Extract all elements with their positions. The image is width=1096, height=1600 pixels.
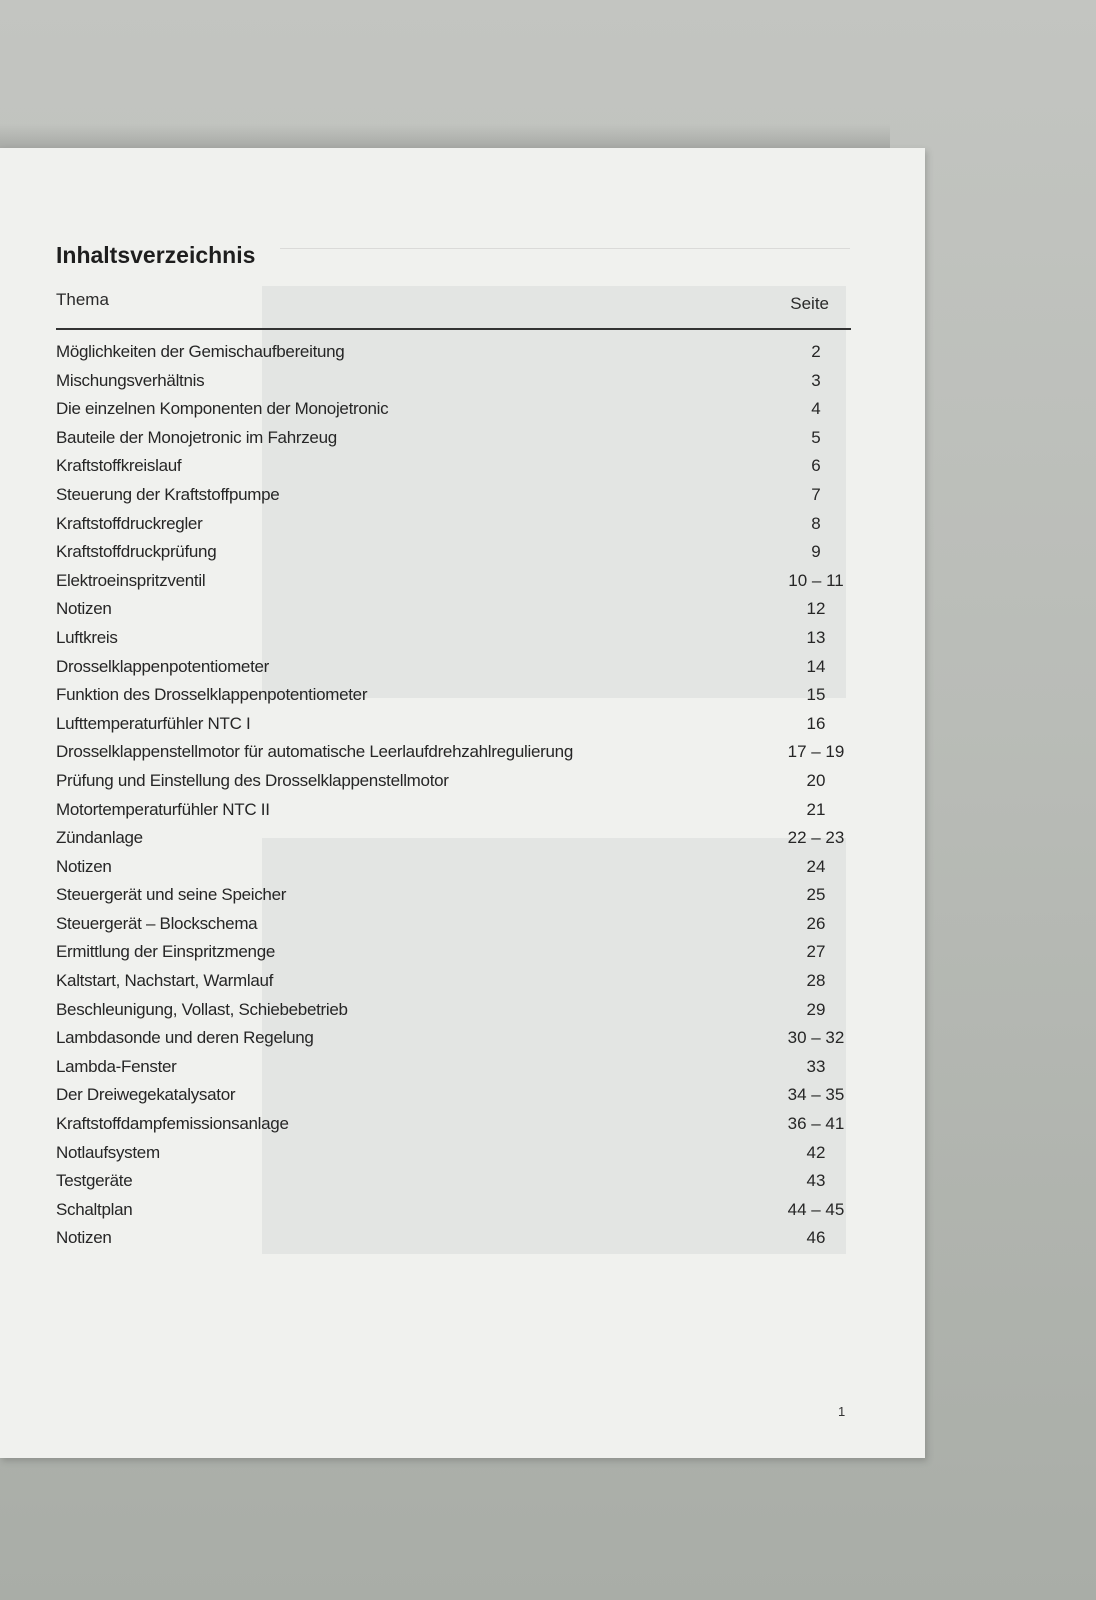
toc-entry-page: 9	[811, 542, 821, 562]
toc-entry-topic: Drosselklappenpotentiometer	[56, 656, 270, 676]
toc-list	[56, 338, 851, 1253]
toc-entry	[56, 910, 851, 939]
toc-entry-page: 13	[806, 627, 826, 647]
toc-entry-page: 44 – 45	[787, 1199, 845, 1219]
toc-entry	[56, 710, 851, 739]
toc-entry-topic: Lambdasonde und deren Regelung	[56, 1028, 314, 1048]
toc-entry-topic: Lambda-Fenster	[56, 1056, 177, 1076]
document-page	[0, 148, 925, 1458]
toc-entry-topic: Motortemperaturfühler NTC II	[56, 799, 270, 819]
toc-entry	[56, 681, 851, 710]
toc-entry-topic: Bauteile der Monojetronic im Fahrzeug	[56, 427, 337, 447]
toc-entry	[56, 1110, 851, 1139]
toc-entry-topic: Kraftstoffdruckprüfung	[56, 542, 217, 562]
toc-entry	[56, 1024, 851, 1053]
toc-entry-topic: Schaltplan	[56, 1199, 133, 1219]
toc-entry	[56, 996, 851, 1025]
toc-entry-page: 20	[806, 770, 826, 790]
toc-entry-topic: Notizen	[56, 599, 112, 619]
toc-entry-topic: Prüfung und Einstellung des Drosselklappenstellmotor	[56, 770, 449, 790]
toc-entry	[56, 738, 851, 767]
header-divider	[56, 328, 851, 330]
toc-entry-topic: Elektroeinspritzventil	[56, 570, 206, 590]
toc-entry	[56, 624, 851, 653]
toc-entry-page: 5	[811, 427, 821, 447]
toc-entry	[56, 824, 851, 853]
toc-entry-topic: Kaltstart, Nachstart, Warmlauf	[56, 971, 274, 991]
toc-entry-topic: Beschleunigung, Vollast, Schiebebetrieb	[56, 999, 348, 1019]
toc-entry-page: 33	[806, 1056, 826, 1076]
toc-entry	[56, 1196, 851, 1225]
toc-entry-topic: Lufttemperaturfühler NTC I	[56, 713, 251, 733]
toc-entry	[56, 395, 851, 424]
toc-entry	[56, 796, 851, 825]
column-header-topic: Thema	[56, 290, 109, 309]
toc-entry	[56, 853, 851, 882]
toc-entry	[56, 481, 851, 510]
toc-entry-page: 4	[811, 399, 821, 419]
toc-entry	[56, 595, 851, 624]
toc-entry-topic: Steuerung der Kraftstoffpumpe	[56, 484, 280, 504]
toc-entry-page: 14	[806, 656, 826, 676]
toc-entry-topic: Die einzelnen Komponenten der Monojetronic	[56, 399, 389, 419]
toc-entry-page: 16	[806, 713, 826, 733]
page-number: 1	[838, 1404, 846, 1419]
toc-entry-page: 25	[806, 885, 826, 905]
toc-entry	[56, 452, 851, 481]
toc-header	[56, 290, 851, 326]
toc-entry-page: 29	[806, 999, 826, 1019]
toc-entry	[56, 1139, 851, 1168]
toc-entry-topic: Möglichkeiten der Gemischaufbereitung	[56, 342, 345, 361]
toc-entry	[56, 567, 851, 596]
toc-entry	[56, 938, 851, 967]
toc-entry-topic: Steuergerät und seine Speicher	[56, 885, 287, 905]
toc-entry-topic: Luftkreis	[56, 627, 118, 647]
toc-entry-page: 34 – 35	[787, 1085, 845, 1105]
toc-entry-topic: Steuergerät – Blockschema	[56, 913, 258, 933]
toc-entry-page: 36 – 41	[787, 1114, 845, 1134]
toc-entry-page: 42	[806, 1142, 826, 1162]
toc-entry-page: 21	[806, 799, 826, 819]
toc-entry-page: 7	[811, 484, 821, 504]
title-divider	[280, 248, 850, 249]
toc-entry	[56, 653, 851, 682]
toc-entry	[56, 538, 851, 567]
toc-entry-topic: Notizen	[56, 856, 112, 876]
booklet-shadow	[0, 124, 890, 148]
toc-entry-page: 12	[806, 599, 826, 619]
toc-entry-page: 28	[806, 971, 826, 991]
toc-entry-topic: Der Dreiwegekatalysator	[56, 1085, 236, 1105]
toc-entry-page: 27	[806, 942, 826, 962]
toc-entry-topic: Notlaufsystem	[56, 1142, 160, 1162]
toc-entry-page: 46	[806, 1228, 826, 1248]
toc-entry	[56, 1053, 851, 1082]
toc-entry-page: 43	[806, 1171, 826, 1191]
toc-entry-topic: Zündanlage	[56, 828, 143, 848]
toc-entry-topic: Kraftstoffkreislauf	[56, 456, 182, 476]
toc-entry-page: 22 – 23	[787, 828, 845, 848]
toc-entry-page: 3	[811, 370, 821, 390]
toc-entry-topic: Kraftstoffdampfemissionsanlage	[56, 1114, 289, 1134]
column-header-page: Seite	[790, 294, 829, 313]
toc-entry	[56, 510, 851, 539]
toc-entry-topic: Ermittlung der Einspritzmenge	[56, 942, 276, 962]
toc-entry-page: 10 – 11	[788, 570, 844, 590]
toc-entry-page: 17 – 19	[787, 742, 845, 762]
toc-entry-page: 2	[811, 342, 821, 361]
toc-entry	[56, 967, 851, 996]
toc-entry-page: 8	[811, 513, 821, 533]
toc-entry-page: 24	[806, 856, 826, 876]
toc-entry-topic: Notizen	[56, 1228, 112, 1248]
toc-entry	[56, 1167, 851, 1196]
toc-entry-topic: Testgeräte	[56, 1171, 133, 1191]
toc-entry	[56, 1081, 851, 1110]
toc-entry-page: 6	[811, 456, 821, 476]
toc-entry-topic: Mischungsverhältnis	[56, 370, 205, 390]
toc-entry-topic: Drosselklappenstellmotor für automatische Leerlaufdrehzahlregulierung	[56, 742, 573, 762]
page-title: Inhaltsverzeichnis	[56, 242, 256, 268]
toc-entry	[56, 1224, 851, 1253]
toc-entry	[56, 367, 851, 396]
toc-entry	[56, 881, 851, 910]
toc-entry-topic: Funktion des Drosselklappenpotentiometer	[56, 685, 368, 705]
toc-entry	[56, 767, 851, 796]
toc-entry-topic: Kraftstoffdruckregler	[56, 513, 203, 533]
toc-entry-page: 26	[806, 913, 826, 933]
toc-entry	[56, 424, 851, 453]
toc-entry-page: 15	[806, 685, 826, 705]
toc-entry-page: 30 – 32	[787, 1028, 845, 1048]
toc-entry	[56, 338, 851, 367]
